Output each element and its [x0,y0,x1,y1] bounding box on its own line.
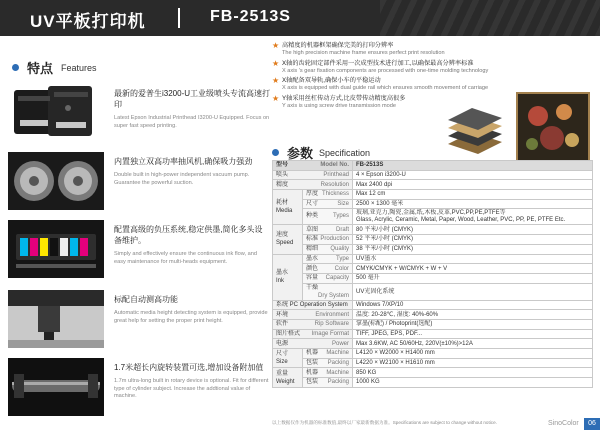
spec-value: 4 × Epson i3200-U [353,170,593,180]
table-row [273,254,593,264]
highlight-item [272,60,522,76]
spec-label: 图片格式 Image Format [273,329,353,339]
spec-value: CMYK/CMYK + W/CMYK + W + V [353,264,593,274]
page-number: 06 [584,418,600,430]
feature-printhead-cn: 最新的爱普生i3200-U工业级喷头专流高速打印 [114,89,271,109]
spec-label: 容量 Capacity [303,273,353,283]
table-row [273,300,593,310]
page-title: UV平板打印机 [30,12,146,31]
table-row [273,283,593,300]
spec-label: 包装 Packing [303,378,353,388]
spec-table [272,160,593,388]
table-row [273,190,593,200]
table-row [273,209,593,225]
star-icon: ★ [272,58,280,68]
header-bar [0,0,600,36]
rotary-device-image [8,358,104,416]
spec-label: 干燥 Dry System [303,283,353,300]
spec-value: 玻璃,亚克力,陶瓷,金属,纸,木板,皮革,PVC,PP,PE,PTFE等 Glass, Acrylic, Ceramic, Metal, Paper, Wood, Leather, PVC, PP, PE, PTFE Etc. [353,209,593,225]
spec-value: 80 平米/小时 (CMYK) [353,225,593,235]
header-pattern [380,0,600,36]
spec-label: 草图 Draft [303,225,353,235]
spec-label: 型号 Model No. [273,161,353,171]
feature-printhead [8,84,270,142]
spec-label: 尺寸 Size [303,199,353,209]
brand-name: SinoColor [548,420,579,427]
spec-value: 52 平米/小时 (CMYK) [353,235,593,245]
features-heading-en: Features [61,62,97,73]
highlight-en: X axis 's gear fixation components are processed with one-time molding technology [282,67,489,74]
table-row [273,180,593,190]
star-icon: ★ [272,41,280,50]
bullet-dot-icon [12,64,19,71]
spec-category: 速度 Speed [273,225,303,254]
table-row [273,170,593,180]
spec-value: UV光固化系统 [353,283,593,300]
highlight-cn: 高精度的机器框架确保完美的打印分辨率 [282,42,394,49]
spec-category: 重量 Weight [273,368,303,387]
table-row [273,358,593,368]
spec-category: 耗材 Media [273,190,303,225]
table-row [273,225,593,235]
star-icon: ★ [272,76,280,85]
table-row [273,368,593,378]
spec-label: 标准 Production [303,235,353,245]
highlight-en: X axis is equipped with dual guide rail which ensures smooth movement of carriage [282,85,489,91]
spec-label: 机器 Machine [303,349,353,359]
table-row [273,349,593,359]
spec-label: 墨水 Type [303,254,353,264]
table-row [273,235,593,245]
spec-value: 38 平米/小时 (CMYK) [353,244,593,254]
spec-value: L4220 × W2100 × H1610 mm [353,358,593,368]
features-heading [12,58,97,77]
spec-category: 尺寸 Size [273,349,303,368]
highlight-item [272,42,522,58]
spec-label: 颜色 Color [303,264,353,274]
spec-category: 墨水 Ink [273,254,303,300]
feature-vacuum-cn: 内置独立双高功率抽风机,确保吸力强劲 [114,157,253,166]
spec-label: 厚度 Thickness [303,190,353,200]
highlight-cn: X轴配备双导轨,确保小车的平稳运动 [282,77,381,84]
feature-printhead-en: Latest Epson Industrial Printhead I3200-U Equipped. Focus on super fast speed printing. [114,115,270,129]
feature-height-detect-cn: 标配自动测高功能 [114,295,178,304]
feature-rotary [8,358,270,416]
printed-sample-image [516,92,590,164]
table-row [273,378,593,388]
feature-height-detect [8,290,270,348]
feature-negative-pressure-en: Simply and effectively ensure the continuous ink flow, and easy maintenance for multi-heads equipment. [114,251,257,265]
spec-value: 2500 × 1300 毫米 [353,199,593,209]
spec-value: Max 3.6KW, AC 50/60Hz, 220V(±10%)>12A [353,339,593,349]
height-detect-image [8,290,104,348]
table-row [273,339,593,349]
spec-value: UV墨水 [353,254,593,264]
spec-label: 环境 Environment [273,310,353,320]
title-divider [178,8,180,28]
spec-label: 系统 PC Operation System [273,300,353,310]
vacuum-pump-image [8,152,104,210]
feature-negative-pressure-cn: 配置高级的负压系统,稳定供墨,简化多头设备维护。 [114,225,263,245]
highlight-en: The high precision machine frame ensures perfect print resolution [282,50,445,56]
spec-value: 500 毫升 [353,273,593,283]
spec-value: 温度: 20-28℃, 湿度: 40%-60% [353,310,593,320]
footnote: 以上数据仅作为机器的标准数值,最终以厂家最新数据为准。Specifications are subject to change without notice. [272,420,497,425]
highlight-cn: X轴的齿轮固定部件采用一次成型技术进行加工,以确保最高分辨率标准 [282,59,474,67]
spec-value: FB-2513S [353,161,593,171]
feature-rotary-en: 1.7m ultra-long built in rotary device is optional. Fit for different type of cylinder subject. Increase the addtional value of machine. [114,378,269,399]
table-row [273,264,593,274]
features-heading-cn: 特点 [27,61,54,76]
table-row [273,161,593,171]
spec-label: 精细 Quality [303,244,353,254]
feature-rotary-cn: 1.7米超长内旋转装置可选,增加设备附加值 [114,363,264,372]
spec-heading-en: Specification [319,147,371,158]
spec-value: Windows 7/XP/10 [353,300,593,310]
bullet-dot-icon [272,149,279,156]
feature-height-detect-en: Automatic media height detecting system is equipped, provide great help for setting the proper print height. [114,310,268,324]
spec-label: 包装 Packing [303,358,353,368]
table-row [273,329,593,339]
table-row [273,244,593,254]
media-stack-image [444,102,504,158]
negative-pressure-image [8,220,104,278]
feature-vacuum [8,152,270,210]
highlight-en: Y axis is using screw drive transmission mode [282,102,396,109]
spec-heading-cn: 参数 [287,146,314,161]
table-row [273,199,593,209]
highlight-cn: Y轴采用丝杠传动方式,比皮带传动精度高很多 [282,94,406,102]
spec-value: TIFF, JPEG, EPS, PDF... [353,329,593,339]
table-row [273,319,593,329]
spec-label: 电源 Power [273,339,353,349]
model-title: FB-2513S [210,8,291,25]
spec-value: 1000 KG [353,378,593,388]
table-row [273,273,593,283]
spec-value: 850 KG [353,368,593,378]
spec-value: Max 12 cm [353,190,593,200]
feature-negative-pressure [8,220,270,278]
spec-value: Max 2400 dpi [353,180,593,190]
spec-label: 软件 Rip Software [273,319,353,329]
spec-label: 机器 Machine [303,368,353,378]
spec-label: 精度 Resolution [273,180,353,190]
printhead-image [8,84,104,142]
spec-value: 掌墨(标配) / Photoprint(选配) [353,319,593,329]
table-row [273,310,593,320]
spec-label: 种类 Types [303,209,353,225]
star-icon: ★ [272,93,280,103]
feature-vacuum-en: Double built in high-power independent vacuum pump. Guarantee the powerful suction. [114,172,250,186]
spec-label: 喷头 Printhead [273,170,353,180]
spec-value: L4120 × W2000 × H1400 mm [353,349,593,359]
